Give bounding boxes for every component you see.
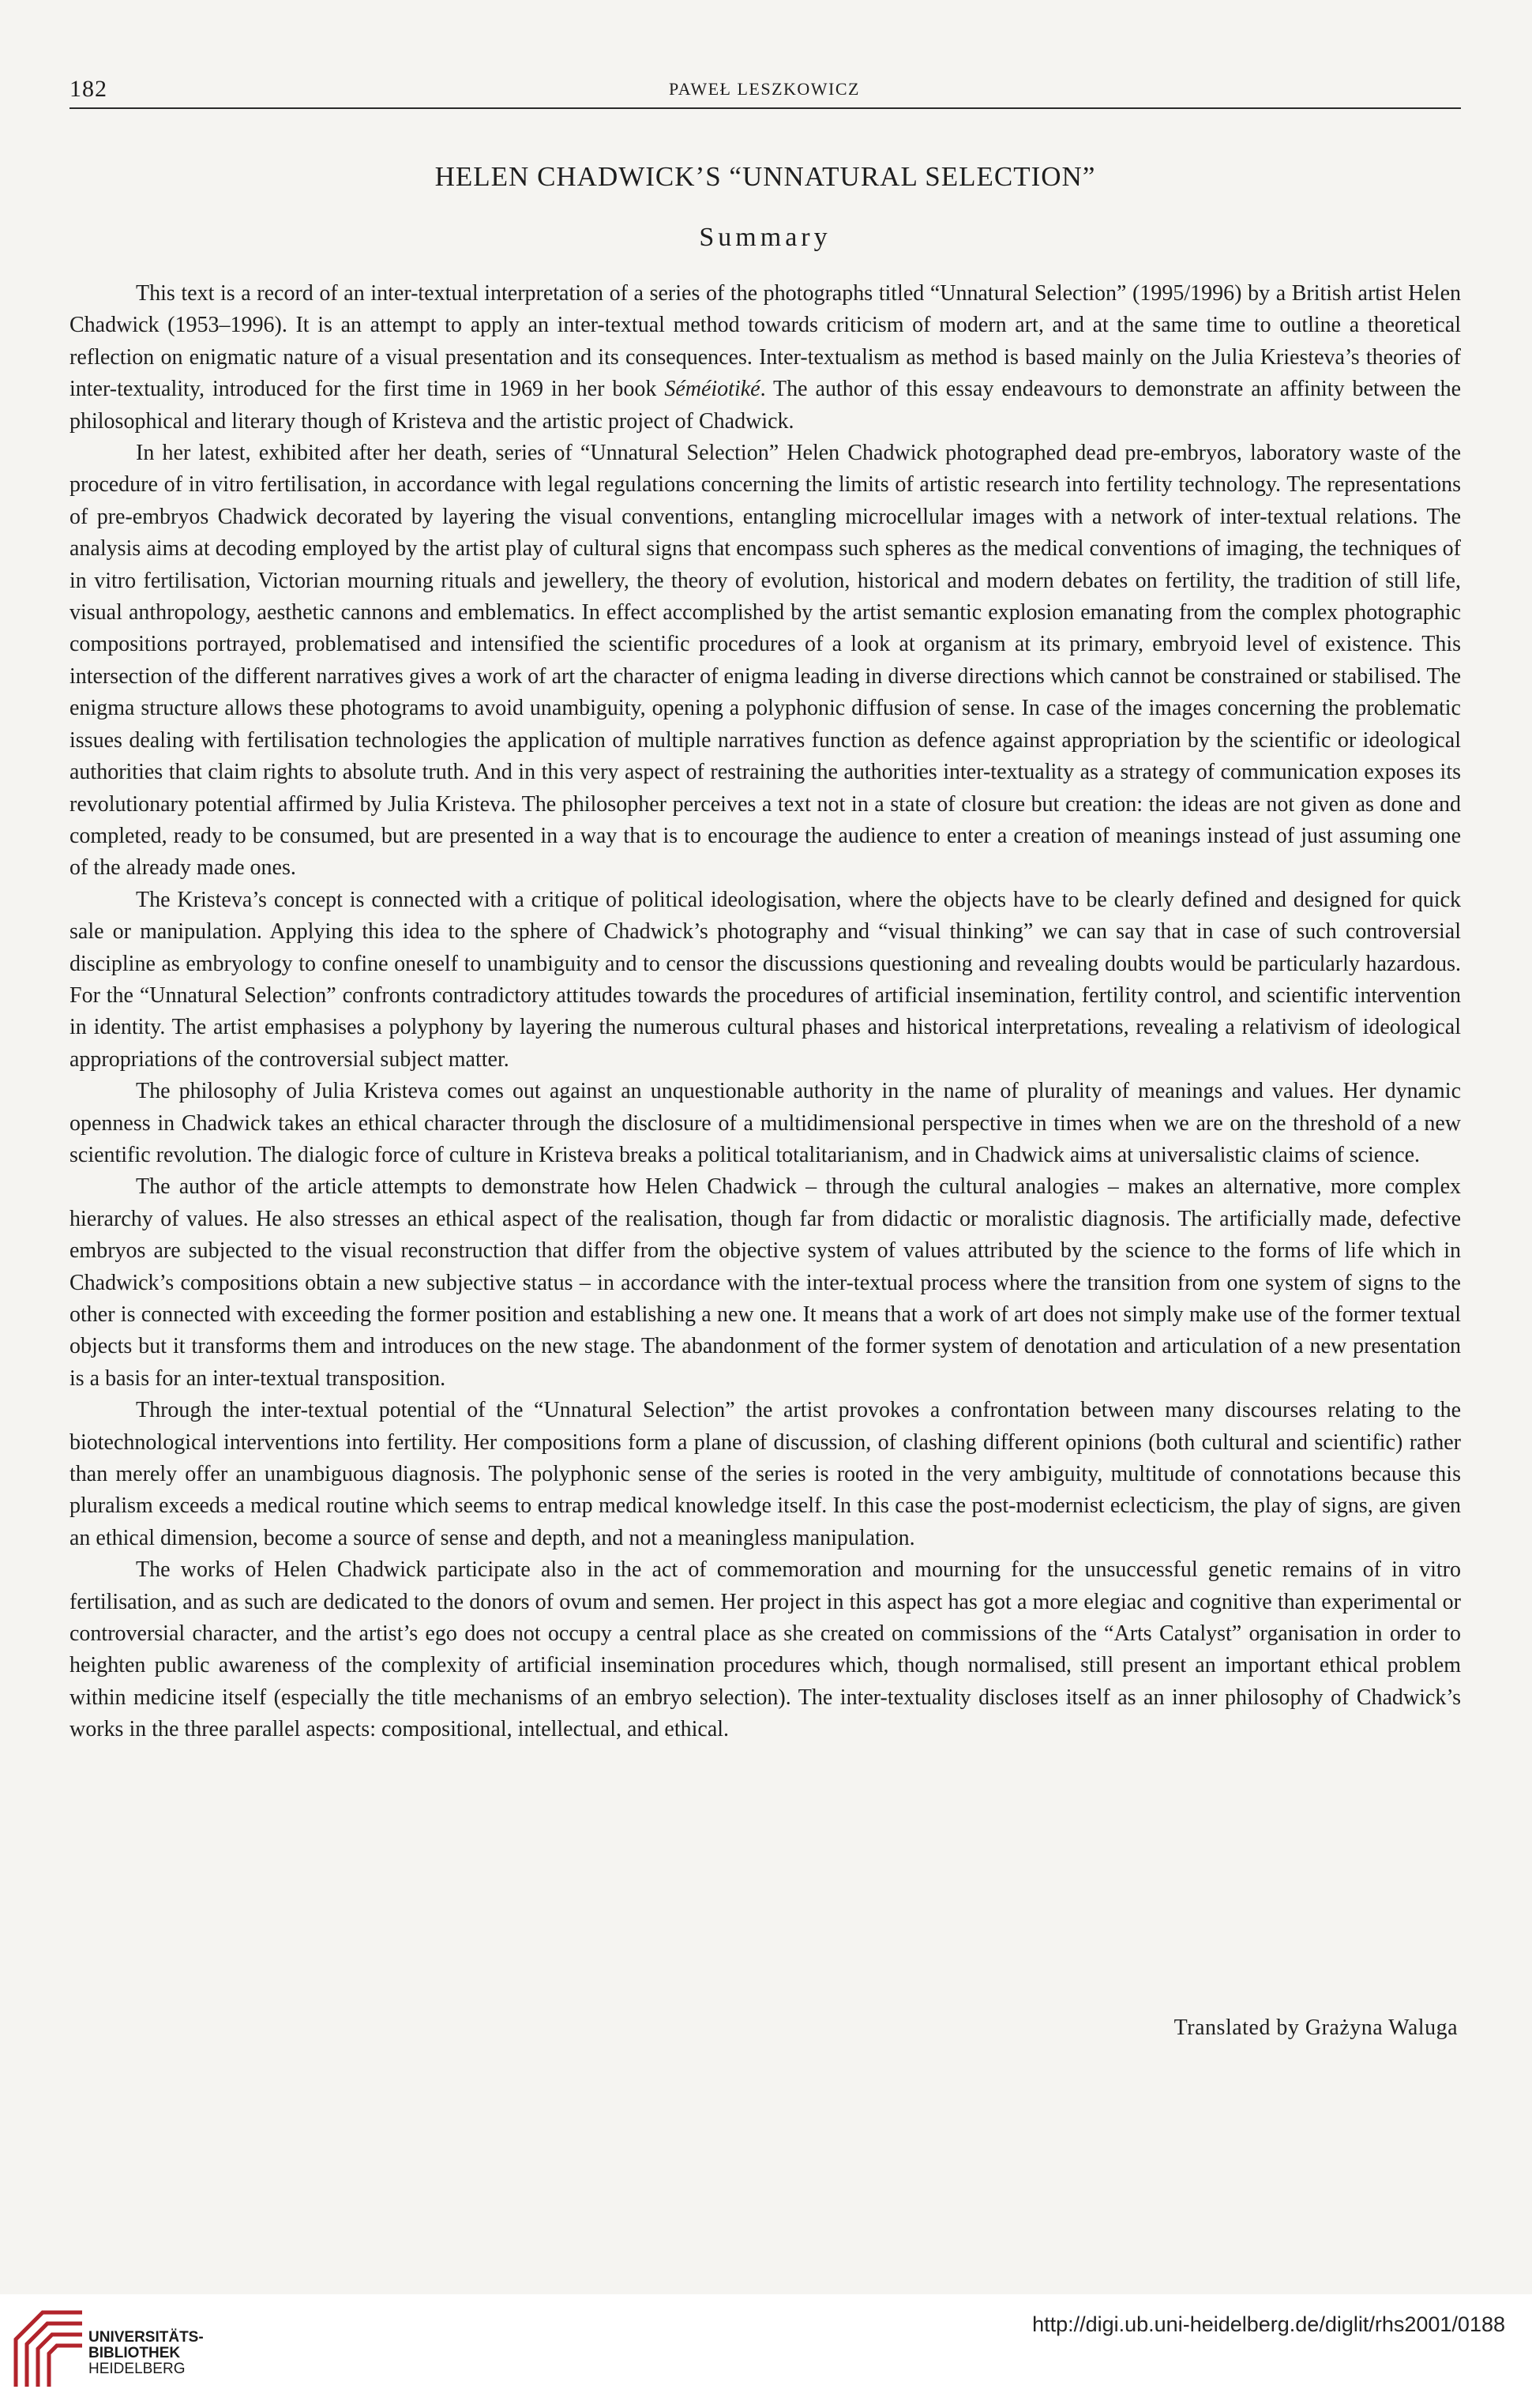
paragraph-4: The philosophy of Julia Kristeva comes out against an unquestionable authority in the name of plurality of meanings and values. Her dynamic openness in Chadwick takes an ethical character through the disclosure of a multidimensional perspective in times when we are on the threshold of a new scientific revolution. The dialogic force of culture in Kristeva breaks a political totalitarianism, and in Chadwick aims at universalistic claims of science. <box>69 1079 1461 1167</box>
header-rule <box>69 107 1461 109</box>
paragraph-5: The author of the article attempts to demonstrate how Helen Chadwick – through the cultural analogies – makes an alternative, more complex hierarchy of values. He also stresses an ethical aspect of the realisation, though far from didactic or moralistic diagnosis. The artificially made, defective embryos are subjected to the visual reconstruction that differ from the objective system of values attributed by the science to the forms of life which in Chadwick’s compositions obtain a new subjective status – in accordance with the inter-textual process where the transition from one system of signs to the other is connected with exceeding the former position and establishing a new one. It means that a work of art does not simply make use of the former textual objects but it transforms them and introduces on the new stage. The abandonment of the former system of denotation and articulation of a new presentation is a basis for an inter-textual transposition. <box>69 1174 1461 1391</box>
summary-body <box>69 278 1461 1746</box>
summary-heading: Summary <box>699 223 832 252</box>
source-url-link[interactable]: http://digi.ub.uni-heidelberg.de/diglit/rhs2001/0188 <box>1032 2312 1505 2336</box>
article-title: HELEN CHADWICK’S “UNNATURAL SELECTION” <box>434 161 1096 192</box>
library-name-line-3: HEIDELBERG <box>88 2361 186 2377</box>
paragraph-3: The Kristeva’s concept is connected with a critique of political ideologisation, where the objects have to be clearly defined and designed for quick sale or manipulation. Applying this idea to the sphere of Chadwick’s photography and “visual thinking” we can say that in case of such controversial discipline as embryology to confine oneself to unambiguity and to censor the discussions questioning and revealing doubts would be particularly hazardous. For the “Unnatural Selection” confronts contradictory attitudes towards the procedures of artificial insemination, fertility control, and scientific intervention in identity. The artist emphasises a polyphony by layering the numerous cultural phases and historical interpretations, revealing a relativism of ideological appropriations of the controversial subject matter. <box>69 887 1461 1072</box>
university-library-logo-icon <box>11 2308 87 2391</box>
paragraph-7: The works of Helen Chadwick participate also in the act of commemoration and mourning for the unsuccessful genetic remains of in vitro fertilisation, and as such are dedicated to the donors of ovum and semen. Her project in this aspect has got a more elegiac and cognitive than experimental or controversial character, and the artist’s ego does not occupy a central place as she created on commissions of the “Arts Catalyst” organisation in order to heighten public awareness of the complexity of artificial insemination procedures which, though normalised, still present an important ethical problem within medicine itself (especially the title mechanisms of an embryo selection). The inter-textuality discloses itself as an inner philosophy of Chadwick’s works in the three parallel aspects: compositional, intellectual, and ethical. <box>69 1557 1461 1742</box>
page-number: 182 <box>69 76 107 102</box>
paragraph-1-text-after: . The author of this essay endeavours to demonstrate an affinity between the philosophical and literary though of Kristeva and the artistic project of Chadwick. <box>69 377 1462 434</box>
paragraph-6: Through the inter-textual potential of the “Unnatural Selection” the artist provokes a confrontation between many discourses relating to the biotechnological interventions into fertility. Her compositions form a plane of discussion, of clashing different opinions (both cultural and scientific) rather than merely offer an unambiguous diagnosis. The polyphonic sense of the series is rooted in the very ambiguity, multitude of connotations because this pluralism exceeds a medical routine which seems to entrap medical knowledge itself. In this case the post-modernist eclecticism, the play of signs, are given an ethical dimension, become a source of sense and depth, and not a meaningless manipulation. <box>69 1398 1461 1550</box>
digitization-footer <box>0 2294 1532 2408</box>
library-name-line-2: BIBLIOTHEK <box>88 2345 181 2361</box>
paragraph-1 <box>69 278 1461 438</box>
translator-credit: Translated by Grażyna Waluga <box>1173 2015 1458 2040</box>
paragraph-1-text-before: This text is a record of an inter-textual interpretation of a series of the photographs titled “Unnatural Selection” (1995/1996) by a British artist Helen Chadwick (1953–1996). It is an attempt to apply an inter-textual method towards criticism of modern art, and at the same time to outline a theoretical reflection on enigmatic nature of a visual presentation and its consequences. Inter-textualism as method is based mainly on the Julia Kriesteva’s theories of inter-textuality, introduced for the first time in 1969 in her book <box>69 281 1461 402</box>
paragraph-2: In her latest, exhibited after her death, series of “Unnatural Selection” Helen Chadwick photographed dead pre-embryos, laboratory waste of the procedure of in vitro fertilisation, in accordance with legal regulations concerning the limits of artistic research into fertility technology. The representations of pre-embryos Chadwick decorated by layering the visual conventions, entangling microcellular images with a network of inter-textual relations. The analysis aims at decoding employed by the artist play of cultural signs that encompass such spheres as the medical conventions of imaging, the techniques of in vitro fertilisation, Victorian mourning rituals and jewellery, the theory of evolution, historical and modern debates on fertility, the tradition of still life, visual anthropology, aesthetic cannons and emblematics. In effect accomplished by the artist semantic explosion emanating from the complex photographic compositions portrayed, problematised and intensified the scientific procedures of a look at organism at its primary, embryoid level of existence. This intersection of the different narratives gives a work of art the character of enigma leading in diverse directions which cannot be constrained or stabilised. The enigma structure allows these photograms to avoid unambiguity, opening a polyphonic diffusion of sense. In case of the images concerning the problematic issues dealing with fertilisation technologies the application of multiple narratives function as defence against appropriation by the scientific or ideological authorities that claim rights to absolute truth. And in this very aspect of restraining the authorities inter-textuality as a strategy of communication exposes its revolutionary potential affirmed by Julia Kristeva. The philosopher perceives a text not in a state of closure but creation: the ideas are not given as done and completed, ready to be consumed, but are presented in a way that is to encourage the audience to enter a creation of meanings instead of just assuming one of the already made ones. <box>69 441 1461 881</box>
library-name-line-1: UNIVERSITÄTS- <box>88 2329 204 2346</box>
running-head-author: PAWEŁ LESZKOWICZ <box>668 79 860 99</box>
book-title-semeiotike: Séméiotiké <box>664 377 760 402</box>
running-head <box>69 76 1459 107</box>
library-name <box>88 2330 204 2377</box>
